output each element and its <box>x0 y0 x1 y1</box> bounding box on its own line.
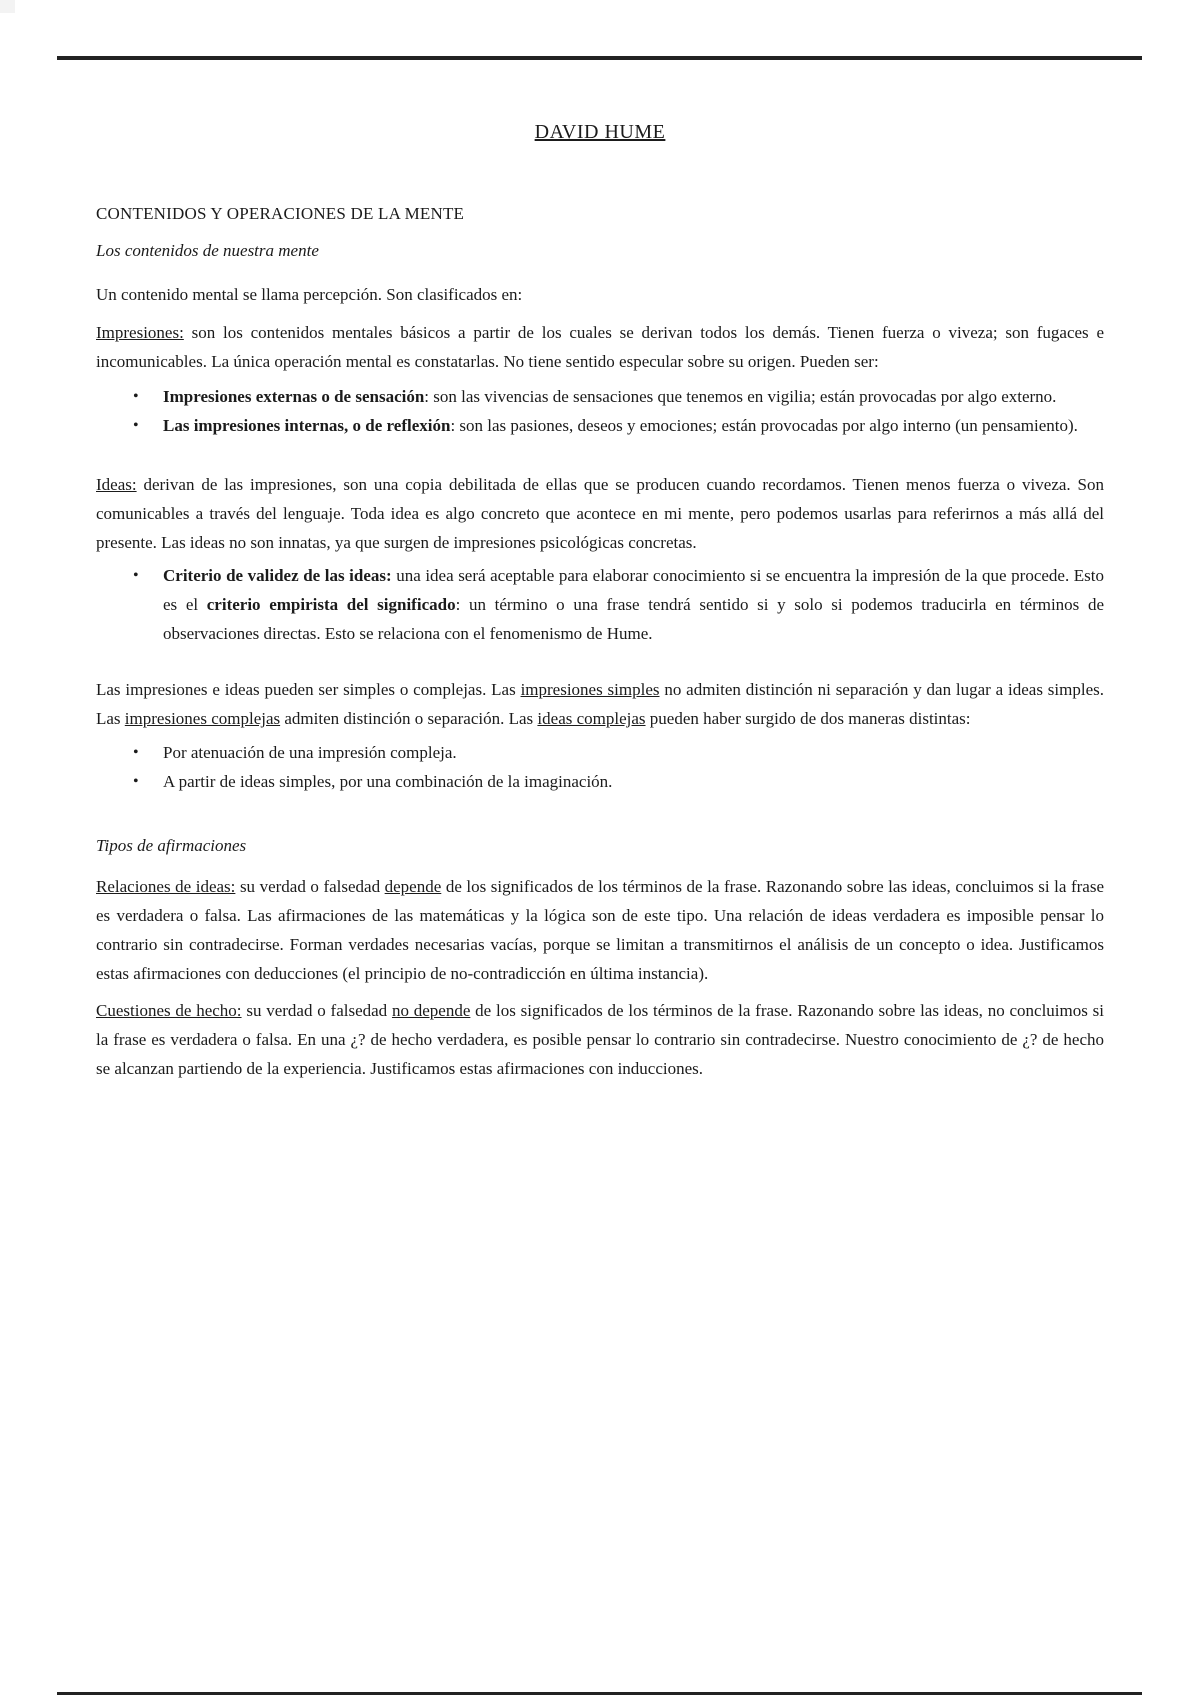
document-page <box>96 0 1104 1083</box>
list-item-atenuacion: • Por atenuación de una impresión compleja. <box>96 738 1104 767</box>
bullet-list-criterio <box>96 561 1104 648</box>
text-run: Impresiones: <box>96 323 184 342</box>
text-run: Impresiones externas o de sensación <box>163 387 425 406</box>
text-run: depende <box>384 877 442 896</box>
text-run: una idea será aceptable para elaborar conocimiento si se encuentra la impresión de la que procede. Esto es el <box>163 566 1104 614</box>
paragraph-percepcion <box>96 280 1104 309</box>
bullet-list-impresiones <box>96 382 1104 440</box>
text-run: Cuestiones de hecho: <box>96 1001 242 1020</box>
section-heading-contenidos: CONTENIDOS Y OPERACIONES DE LA MENTE <box>96 204 465 223</box>
text-run: pueden haber surgido de dos maneras distintas: <box>645 709 971 728</box>
bottom-horizontal-rule <box>57 1692 1142 1695</box>
paragraph-cuestiones-de-hecho <box>96 996 1104 1083</box>
text-run: no admiten distinción ni separación y dan lugar a ideas simples. Las <box>96 680 1104 728</box>
text-run: Criterio de validez de las ideas: <box>163 566 392 585</box>
paragraph-ideas <box>96 470 1104 557</box>
text-run: Un contenido mental se llama percepción. Son clasificados en: <box>96 285 523 304</box>
text-run: Relaciones de ideas: <box>96 877 236 896</box>
list-item-criterio-validez <box>96 561 1104 648</box>
paragraph-simples-complejas <box>96 675 1104 733</box>
text-run: Ideas: <box>96 475 137 494</box>
paragraph-impresiones <box>96 318 1104 376</box>
list-item-combinacion: • A partir de ideas simples, por una combinación de la imaginación. <box>96 767 1104 796</box>
list-item-impresiones-internas <box>96 411 1104 440</box>
text-run: Las impresiones internas, o de reflexión <box>163 416 451 435</box>
subsection-title-tipos-afirmaciones: Tipos de afirmaciones <box>96 836 247 855</box>
text-run: su verdad o falsedad <box>241 1001 392 1020</box>
subsection-title-contenidos-mente: Los contenidos de nuestra mente <box>96 241 319 260</box>
bullet-list-maneras <box>96 738 1104 796</box>
text-run: Las impresiones e ideas pueden ser simples o complejas. Las <box>96 680 521 699</box>
scan-corner-artifact <box>0 0 15 13</box>
text-run: : son las vivencias de sensaciones que tenemos en vigilia; están provocadas por algo externo. <box>424 387 1057 406</box>
text-run: su verdad o falsedad <box>235 877 385 896</box>
paragraph-relaciones-de-ideas <box>96 872 1104 988</box>
text-run: : un término o una frase tendrá sentido si y solo si podemos traducirla en términos de observaciones directas. Esto se relaciona con el fenomenismo de Hume. <box>163 595 1104 643</box>
text-run: criterio empirista del significado <box>206 595 456 614</box>
text-run: impresiones complejas <box>124 709 281 728</box>
text-run: de los significados de los términos de la frase. Razonando sobre las ideas, concluimos si la frase es verdadera o falsa. Las afirmaciones de las matemáticas y la lógica son de este tipo. Una relación de ideas verdadera es imposible pensar lo contrario sin contradecirse. Forman verdades necesarias vacías, porque se limitan a transmitirnos el análisis de un concepto o idea. Justificamos estas afirmaciones con deducciones (el principio de no-contradicción en última instancia). <box>96 877 1104 983</box>
text-run: son los contenidos mentales básicos a partir de los cuales se derivan todos los demás. Tienen fuerza o viveza; son fugaces e incomunicables. La única operación mental es constatarlas. No tiene sentido especular sobre su origen. Pueden ser: <box>96 323 1104 371</box>
list-item-impresiones-externas <box>96 382 1104 411</box>
text-run: : son las pasiones, deseos y emociones; están provocadas por algo interno (un pensamiento). <box>450 416 1078 435</box>
document-title: DAVID HUME <box>534 121 666 143</box>
text-run: no depende <box>391 1001 471 1020</box>
text-run: derivan de las impresiones, son una copia debilitada de ellas que se producen cuando recordamos. Tienen menos fuerza o viveza. Son comunicables a través del lenguaje. Toda idea es algo concreto que acontece en mi mente, pero podemos usarlas para referirnos a más allá del presente. Las ideas no son innatas, ya que surgen de impresiones psicológicas concretas. <box>96 475 1104 552</box>
text-run: ideas complejas <box>537 709 646 728</box>
text-run: impresiones simples <box>520 680 660 699</box>
text-run: de los significados de los términos de la frase. Razonando sobre las ideas, no concluimos si la frase es verdadera o falsa. En una ¿? de hecho verdadera, es posible pensar lo contrario sin contradecirse. Nuestro conocimiento de ¿? de hecho se alcanzan partiendo de la experiencia. Justificamos estas afirmaciones con inducciones. <box>96 1001 1104 1078</box>
text-run: admiten distinción o separación. Las <box>280 709 538 728</box>
